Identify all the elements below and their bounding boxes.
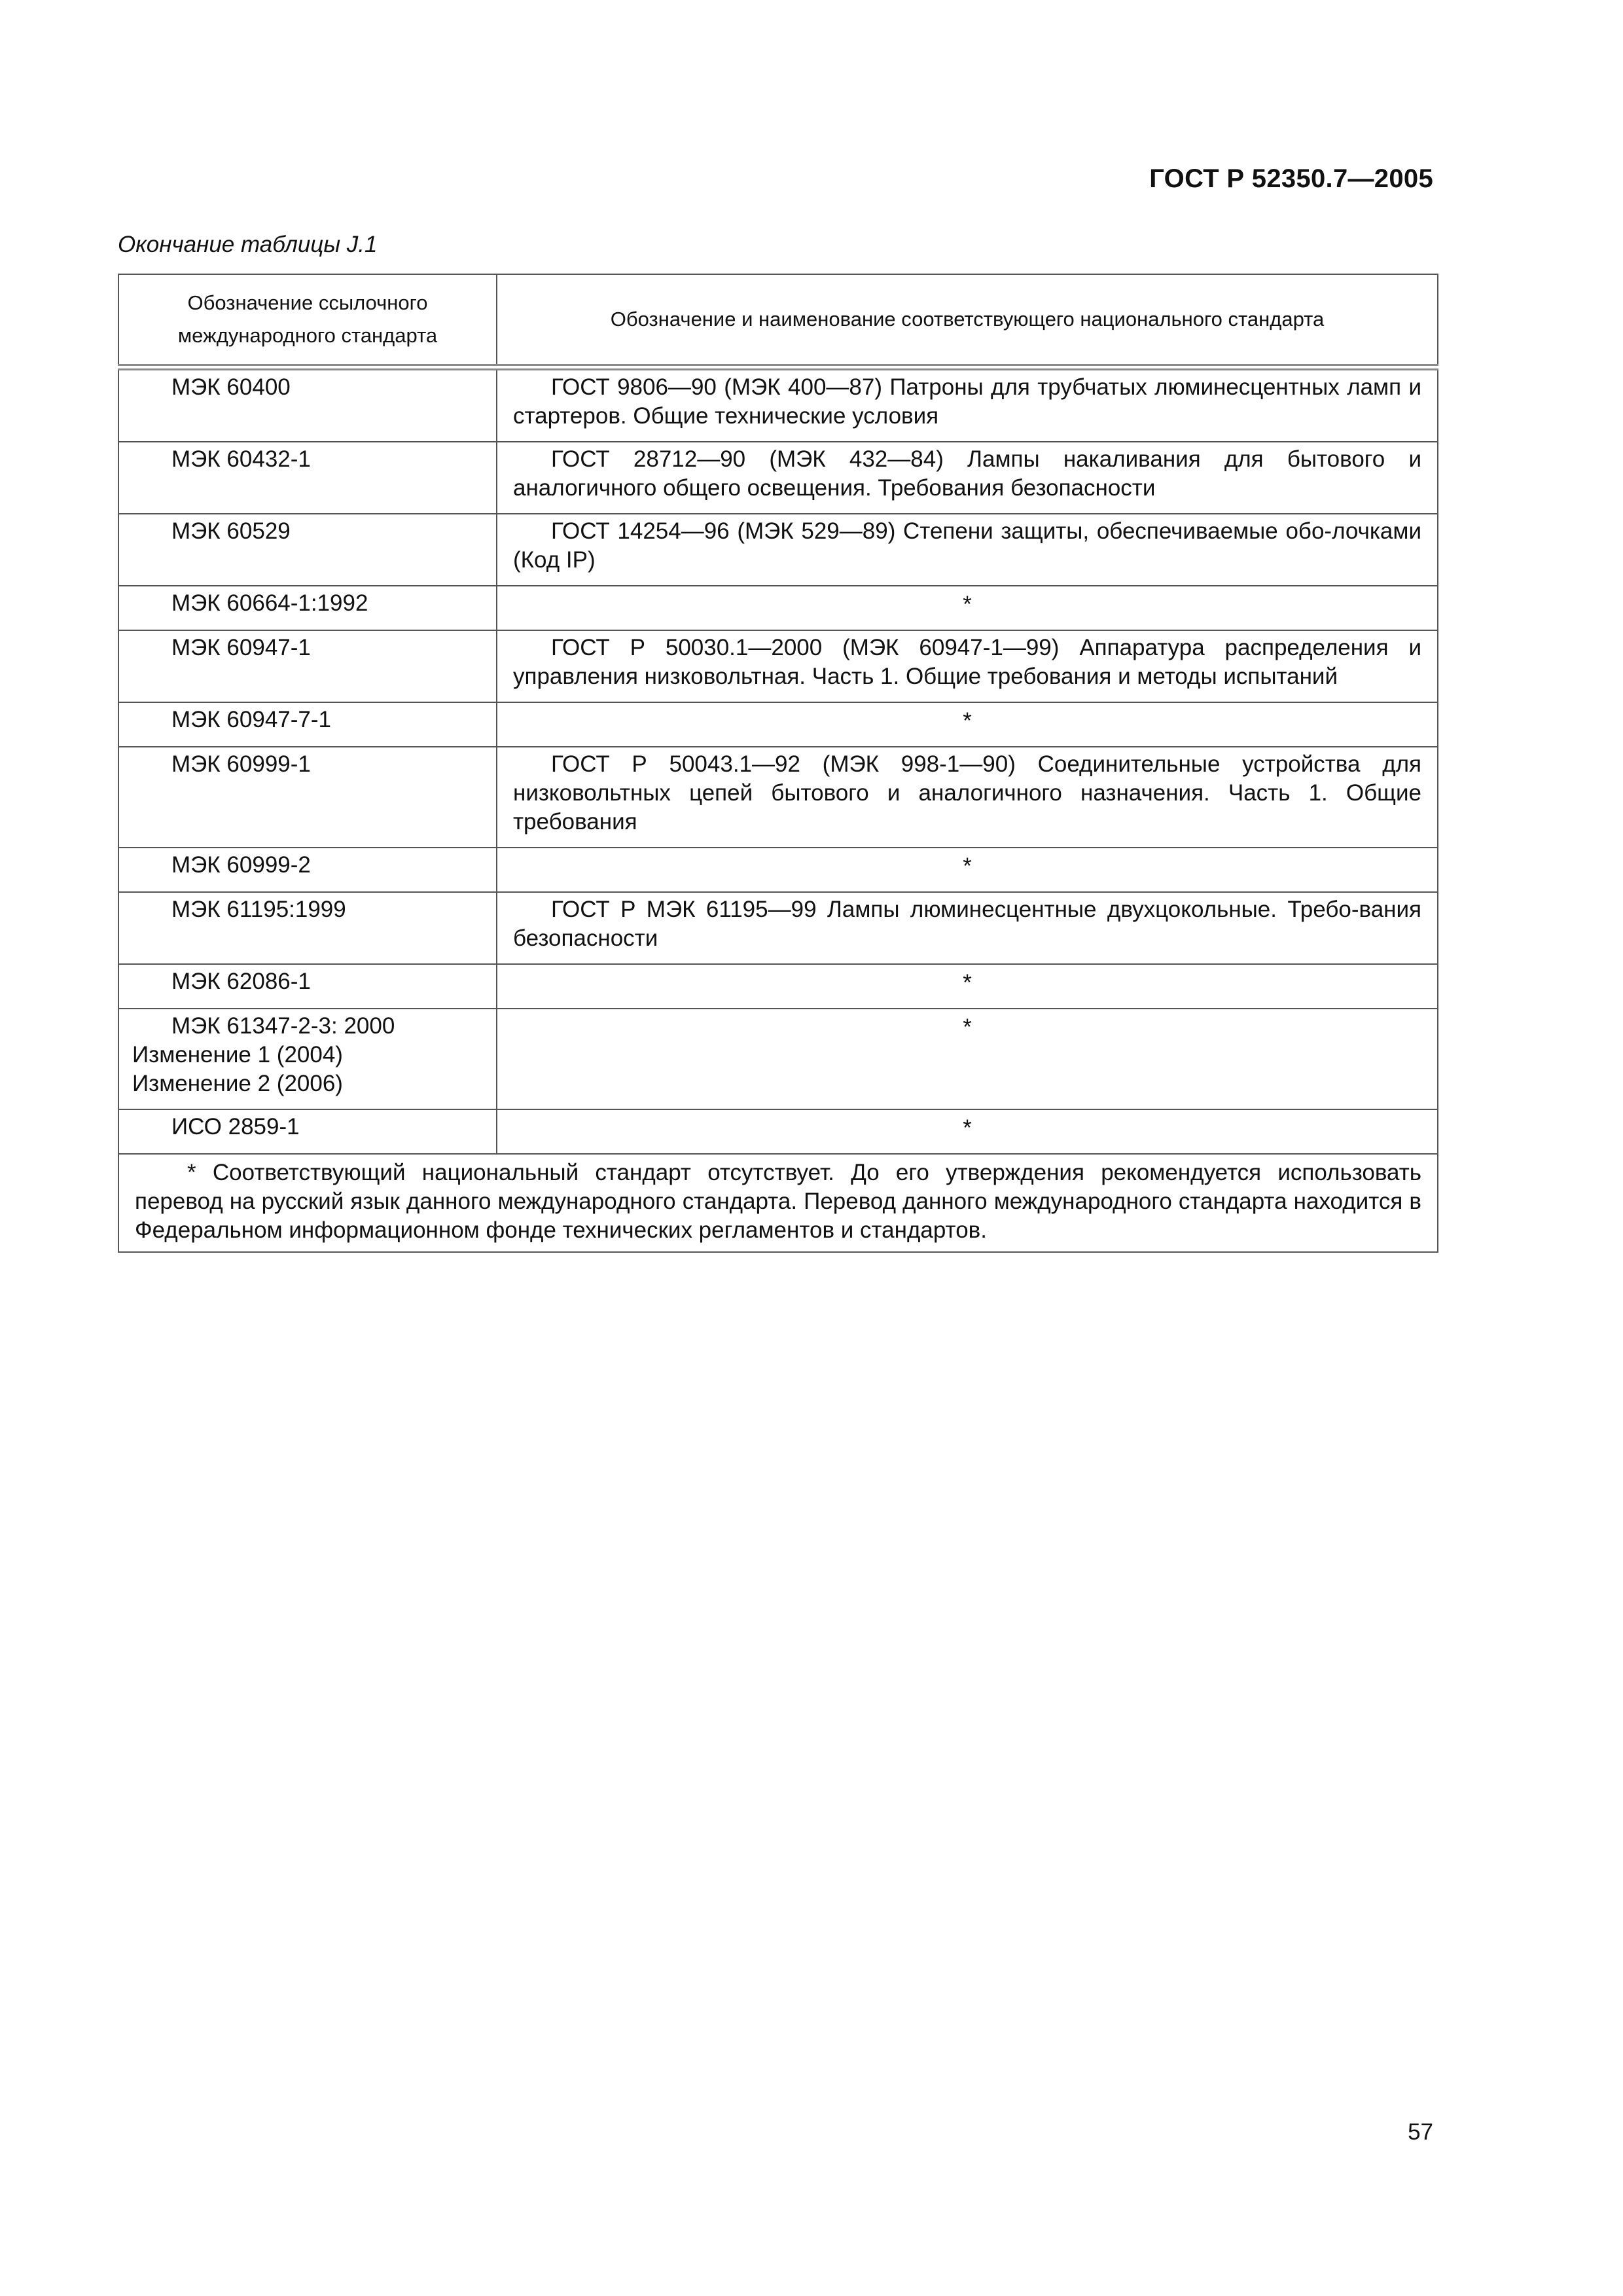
amendment-line: Изменение 1 (2004) — [132, 1042, 343, 1067]
international-standard-cell: МЭК 61195:1999 — [118, 892, 497, 964]
international-standard-cell: МЭК 60999-1 — [118, 747, 497, 848]
national-standard-cell: ГОСТ Р 50043.1—92 (МЭК 998-1—90) Соединительные устройства для низковольтных цепей бытового и аналогичного назначения. Часть 1. Общие требования — [497, 747, 1438, 848]
document-code: ГОСТ Р 52350.7—2005 — [1149, 164, 1433, 193]
standards-table — [118, 274, 1438, 1253]
international-standard-cell: МЭК 62086-1 — [118, 964, 497, 1009]
absent-standard-mark: * — [497, 848, 1438, 892]
absent-standard-mark: * — [497, 1009, 1438, 1109]
table-row — [118, 1109, 1438, 1154]
table-row — [118, 702, 1438, 747]
national-standard-cell: ГОСТ 14254—96 (МЭК 529—89) Степени защиты, обеспечиваемые обо-лочками (Код IP) — [497, 514, 1438, 586]
international-standard-cell — [118, 1009, 497, 1109]
absent-standard-mark: * — [497, 1109, 1438, 1154]
international-standard-cell: МЭК 60664-1:1992 — [118, 586, 497, 630]
table-row — [118, 514, 1438, 586]
international-standard-cell: МЭК 60947-1 — [118, 630, 497, 702]
table-row — [118, 442, 1438, 514]
international-standard-cell: МЭК 60400 — [118, 367, 497, 442]
national-standard-cell: ГОСТ Р 50030.1—2000 (МЭК 60947-1—99) Аппаратура распределения и управления низковольтная. Часть 1. Общие требования и методы испытаний — [497, 630, 1438, 702]
national-standard-cell: ГОСТ 28712—90 (МЭК 432—84) Лампы накаливания для бытового и аналогичного общего освещения. Требования безопасности — [497, 442, 1438, 514]
national-standard-cell: ГОСТ Р МЭК 61195—99 Лампы люминесцентные двухцокольные. Требо-вания безопасности — [497, 892, 1438, 964]
table-row — [118, 367, 1438, 442]
table-caption: Окончание таблицы J.1 — [118, 232, 378, 257]
table-row — [118, 1009, 1438, 1109]
table-row — [118, 848, 1438, 892]
header-national-standard: Обозначение и наименование соответствующего национального стандарта — [497, 274, 1438, 367]
international-standard-cell: МЭК 60432-1 — [118, 442, 497, 514]
absent-standard-mark: * — [497, 702, 1438, 747]
international-standard-cell: МЭК 60999-2 — [118, 848, 497, 892]
header-international-standard: Обозначение ссылочного международного стандарта — [118, 274, 497, 367]
international-standard-cell: МЭК 60947-7-1 — [118, 702, 497, 747]
footnote-row — [118, 1154, 1438, 1252]
table-header-row — [118, 274, 1438, 367]
table-row — [118, 586, 1438, 630]
table-row — [118, 747, 1438, 848]
table-footnote: * Соответствующий национальный стандарт отсутствует. До его утверждения рекомендуется использовать перевод на русский язык данного международного стандарта. Перевод данного международного стандарта находится в Федеральном информационном фонде технических регламентов и стандартов. — [118, 1154, 1438, 1252]
page-number: 57 — [1408, 2119, 1433, 2145]
absent-standard-mark: * — [497, 586, 1438, 630]
international-standard-cell: ИСО 2859-1 — [118, 1109, 497, 1154]
international-standard-code: МЭК 61347-2-3: 2000 — [171, 1013, 395, 1039]
table-row — [118, 892, 1438, 964]
national-standard-cell: ГОСТ 9806—90 (МЭК 400—87) Патроны для трубчатых люминесцентных ламп и стартеров. Общие технические условия — [497, 367, 1438, 442]
amendment-line: Изменение 2 (2006) — [132, 1071, 343, 1096]
absent-standard-mark: * — [497, 964, 1438, 1009]
table-row — [118, 630, 1438, 702]
international-standard-cell: МЭК 60529 — [118, 514, 497, 586]
table-row — [118, 964, 1438, 1009]
